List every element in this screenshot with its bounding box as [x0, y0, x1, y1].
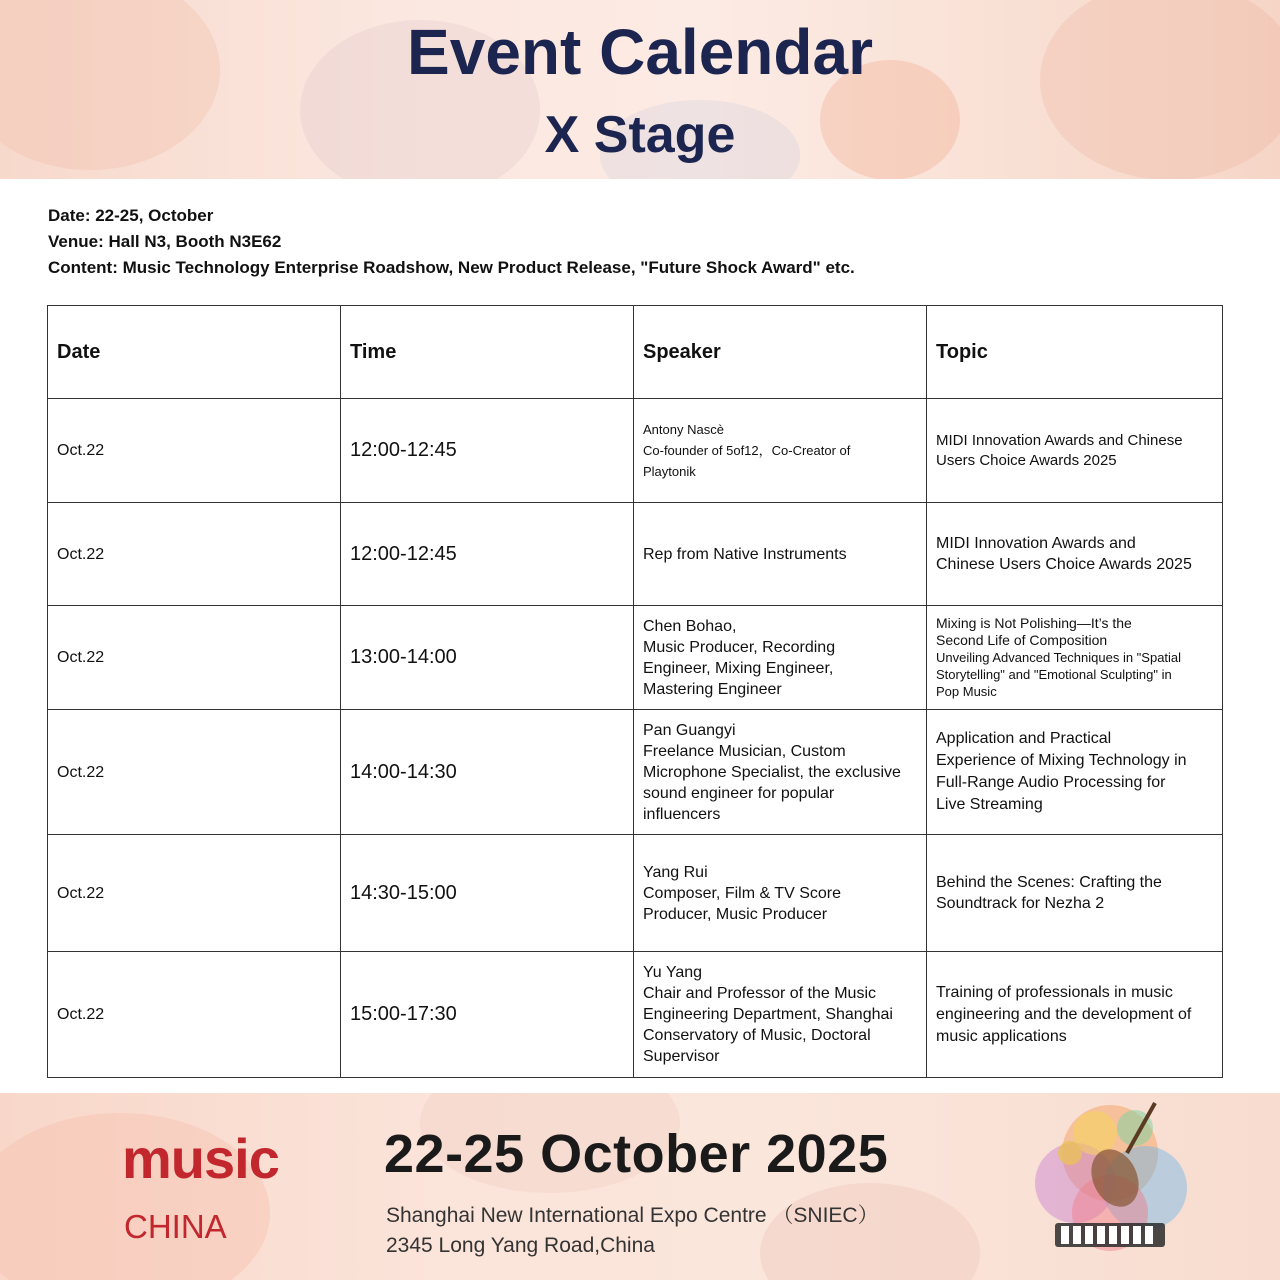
event-dates: 22-25 October 2025 — [384, 1124, 889, 1184]
speaker-line: Pan Guangyi — [643, 721, 736, 739]
speaker-line: Chen Bohao, — [643, 617, 737, 635]
speaker-line: Chair and Professor of the Music — [643, 985, 876, 1002]
cell-speaker — [634, 952, 927, 1078]
header-topic: Topic — [927, 306, 1223, 399]
cell-date: Oct.22 — [48, 835, 341, 952]
speaker-line: Engineer, Mixing Engineer, — [643, 659, 834, 677]
cell-date: Oct.22 — [48, 710, 341, 835]
info-venue: Venue: Hall N3, Booth N3E62 — [48, 232, 282, 251]
topic-line: MIDI Innovation Awards and Chinese — [936, 431, 1183, 449]
table-row — [48, 952, 1223, 1078]
info-content: Content: Music Technology Enterprise Roadshow, New Product Release, "Future Shock Award" etc. — [48, 258, 855, 277]
table-row — [48, 835, 1223, 952]
topic-line: Second Life of Composition — [936, 632, 1108, 648]
topic-line: Training of professionals in music — [936, 983, 1173, 1001]
table-row — [48, 606, 1223, 710]
header-banner — [0, 0, 1280, 179]
page-title: Event Calendar — [407, 16, 873, 88]
speaker-line: sound engineer for popular — [643, 784, 835, 802]
speaker-line: Freelance Musician, Custom — [643, 742, 846, 760]
topic-line: Full-Range Audio Processing for — [936, 774, 1166, 791]
speaker-line: influencers — [643, 805, 721, 823]
cell-speaker — [634, 710, 927, 835]
cell-speaker — [634, 835, 927, 952]
instruments-illustration-icon — [1015, 1093, 1205, 1280]
cell-time: 15:00-17:30 — [341, 952, 634, 1078]
speaker-line: Yu Yang — [643, 964, 703, 981]
cell-topic — [927, 503, 1223, 606]
speaker-line: Composer, Film & TV Score — [643, 884, 841, 902]
cell-date: Oct.22 — [48, 952, 341, 1078]
topic-line: Live Streaming — [936, 796, 1043, 813]
cell-time: 14:00-14:30 — [341, 710, 634, 835]
page-subtitle: X Stage — [544, 106, 736, 164]
cell-date: Oct.22 — [48, 399, 341, 503]
speaker-line: Music Producer, Recording — [643, 638, 836, 656]
cell-date: Oct.22 — [48, 503, 341, 606]
topic-line: Mixing is Not Polishing—It’s the — [936, 615, 1132, 631]
cell-speaker — [634, 606, 927, 710]
info-date: Date: 22-25, October — [48, 206, 214, 225]
brand-logo-china: CHINA — [124, 1208, 227, 1245]
cell-time: 14:30-15:00 — [341, 835, 634, 952]
topic-line: Behind the Scenes: Crafting the — [936, 874, 1162, 891]
speaker-line: Rep from Native Instruments — [643, 545, 847, 563]
event-address: 2345 Long Yang Road,China — [386, 1234, 655, 1257]
header-date: Date — [48, 306, 341, 399]
topic-subline: Pop Music — [936, 684, 997, 699]
speaker-line: Conservatory of Music, Doctoral — [643, 1027, 871, 1044]
cell-speaker — [634, 399, 927, 503]
speaker-line: Co-founder of 5of12，Co-Creator of — [643, 443, 851, 458]
topic-line: Experience of Mixing Technology in — [936, 752, 1187, 769]
topic-subline: Unveiling Advanced Techniques in "Spatial — [936, 650, 1182, 665]
speaker-line: Producer, Music Producer — [643, 905, 828, 923]
topic-line: engineering and the development of — [936, 1005, 1192, 1023]
topic-subline: Storytelling" and "Emotional Sculpting" in — [936, 667, 1172, 682]
cell-topic — [927, 710, 1223, 835]
cell-date: Oct.22 — [48, 606, 341, 710]
topic-line: Soundtrack for Nezha 2 — [936, 895, 1105, 912]
event-info — [48, 203, 855, 281]
event-venue: Shanghai New International Expo Centre （SNIEC） — [386, 1204, 879, 1227]
cell-time: 13:00-14:00 — [341, 606, 634, 710]
speaker-line: Mastering Engineer — [643, 680, 782, 698]
speaker-line: Yang Rui — [643, 863, 708, 881]
schedule-table — [47, 305, 1223, 1078]
brand-logo-music: music — [122, 1127, 279, 1190]
header-speaker: Speaker — [634, 306, 927, 399]
cell-time: 12:00-12:45 — [341, 503, 634, 606]
table-row — [48, 503, 1223, 606]
topic-line: MIDI Innovation Awards and — [936, 535, 1136, 552]
table-header-row — [48, 306, 1223, 399]
speaker-line: Engineering Department, Shanghai — [643, 1006, 893, 1023]
cell-topic — [927, 952, 1223, 1078]
speaker-line: Supervisor — [643, 1048, 720, 1065]
topic-line: Application and Practical — [936, 730, 1112, 747]
speaker-line: Microphone Specialist, the exclusive — [643, 763, 901, 781]
topic-line: music applications — [936, 1027, 1067, 1045]
header-time: Time — [341, 306, 634, 399]
cell-time: 12:00-12:45 — [341, 399, 634, 503]
speaker-line: Antony Nascè — [643, 422, 724, 437]
watercolor-splash — [760, 1183, 980, 1280]
topic-line: Chinese Users Choice Awards 2025 — [936, 556, 1192, 573]
table-row — [48, 710, 1223, 835]
cell-topic — [927, 399, 1223, 503]
topic-line: Users Choice Awards 2025 — [936, 451, 1117, 469]
cell-speaker — [634, 503, 927, 606]
table-row — [48, 399, 1223, 503]
cell-topic — [927, 606, 1223, 710]
speaker-line: Playtonik — [643, 464, 696, 479]
cell-topic — [927, 835, 1223, 952]
footer-banner — [0, 1093, 1280, 1280]
